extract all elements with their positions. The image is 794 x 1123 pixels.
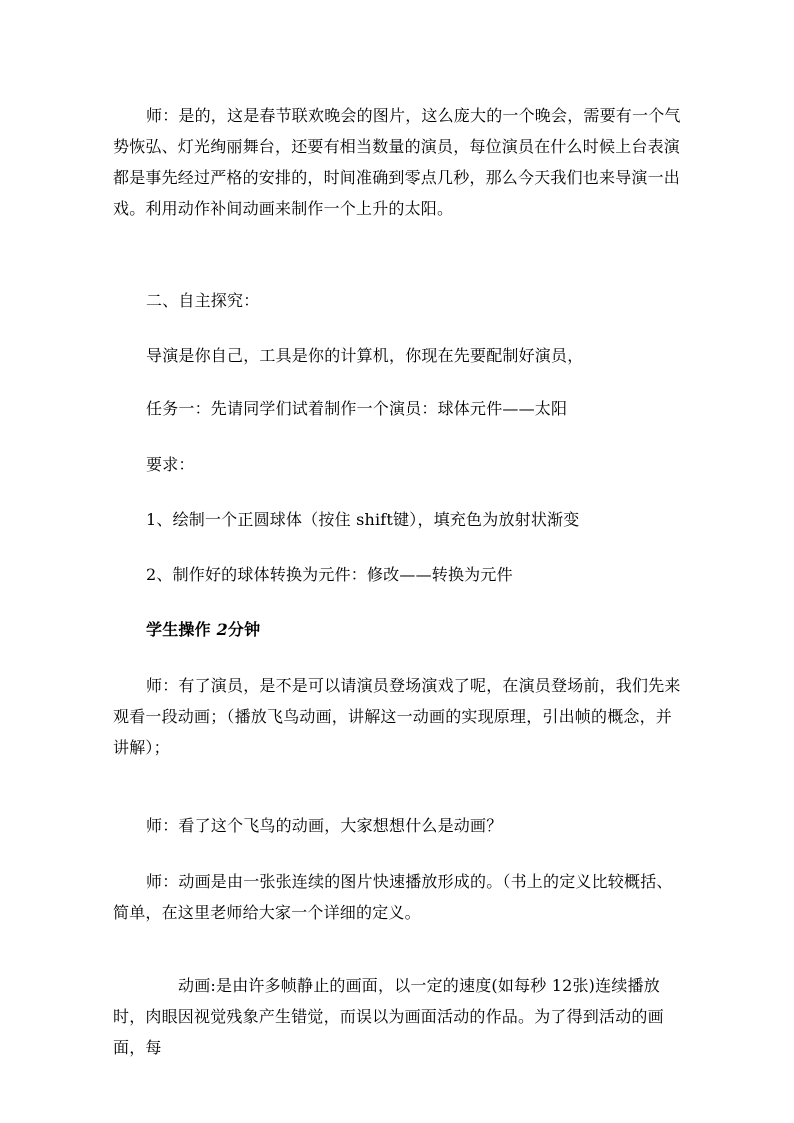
- paragraph-teacher-definition-intro: 师：动画是由一张张连续的图片快速播放形成的。（书上的定义比较概括、简单，在这里老师给大家一个详细的定义。: [113, 872, 673, 922]
- section-heading-self-exploration: 二、自主探究：: [146, 291, 260, 310]
- paragraph-teacher-question: 师：看了这个飞鸟的动画，大家想想什么是动画？: [146, 816, 503, 835]
- requirement-item-1: 1、绘制一个正圆球体（按住 shift键），填充色为放射状渐变: [146, 510, 580, 529]
- student-operation-unit: 分钟: [227, 620, 261, 639]
- paragraph-animation-definition: 动画:是由许多帧静止的画面，以一定的速度(如每秒 12张)连续播放时，肉眼因视觉残象产生错觉，而误以为画面活动的作品。为了得到活动的画面，每: [113, 976, 664, 1057]
- paragraph-director: 导演是你自己，工具是你的计算机，你现在先要配制好演员，: [146, 346, 584, 365]
- student-operation-label: 学生操作: [146, 620, 217, 639]
- paragraph-teacher-animation-intro: 师：有了演员，是不是可以请演员登场演戏了呢，在演员登场前，我们先来观看一段动画；（播放飞鸟动画，讲解这一动画的实现原理，引出帧的概念，并讲解）；: [113, 676, 681, 757]
- student-operation-note: [113, 614, 685, 645]
- paragraph-requirements: 要求：: [146, 455, 195, 474]
- student-operation-minutes: 2: [216, 620, 228, 639]
- paragraph-teacher-intro: 师：是的，这是春节联欢晚会的图片，这么庞大的一个晚会，需要有一个气势恢弘、灯光绚丽舞台，还要有相当数量的演员，每位演员在什么时候上台表演都是事先经过严格的安排的，时间准确到零点几秒，那么今天我们也来导演一出戏。利用动作补间动画来制作一个上升的太阳。: [113, 106, 681, 218]
- paragraph-task-one: 任务一：先请同学们试着制作一个演员：球体元件——太阳: [146, 399, 568, 418]
- requirement-item-2: 2、制作好的球体转换为元件：修改——转换为元件: [146, 565, 513, 584]
